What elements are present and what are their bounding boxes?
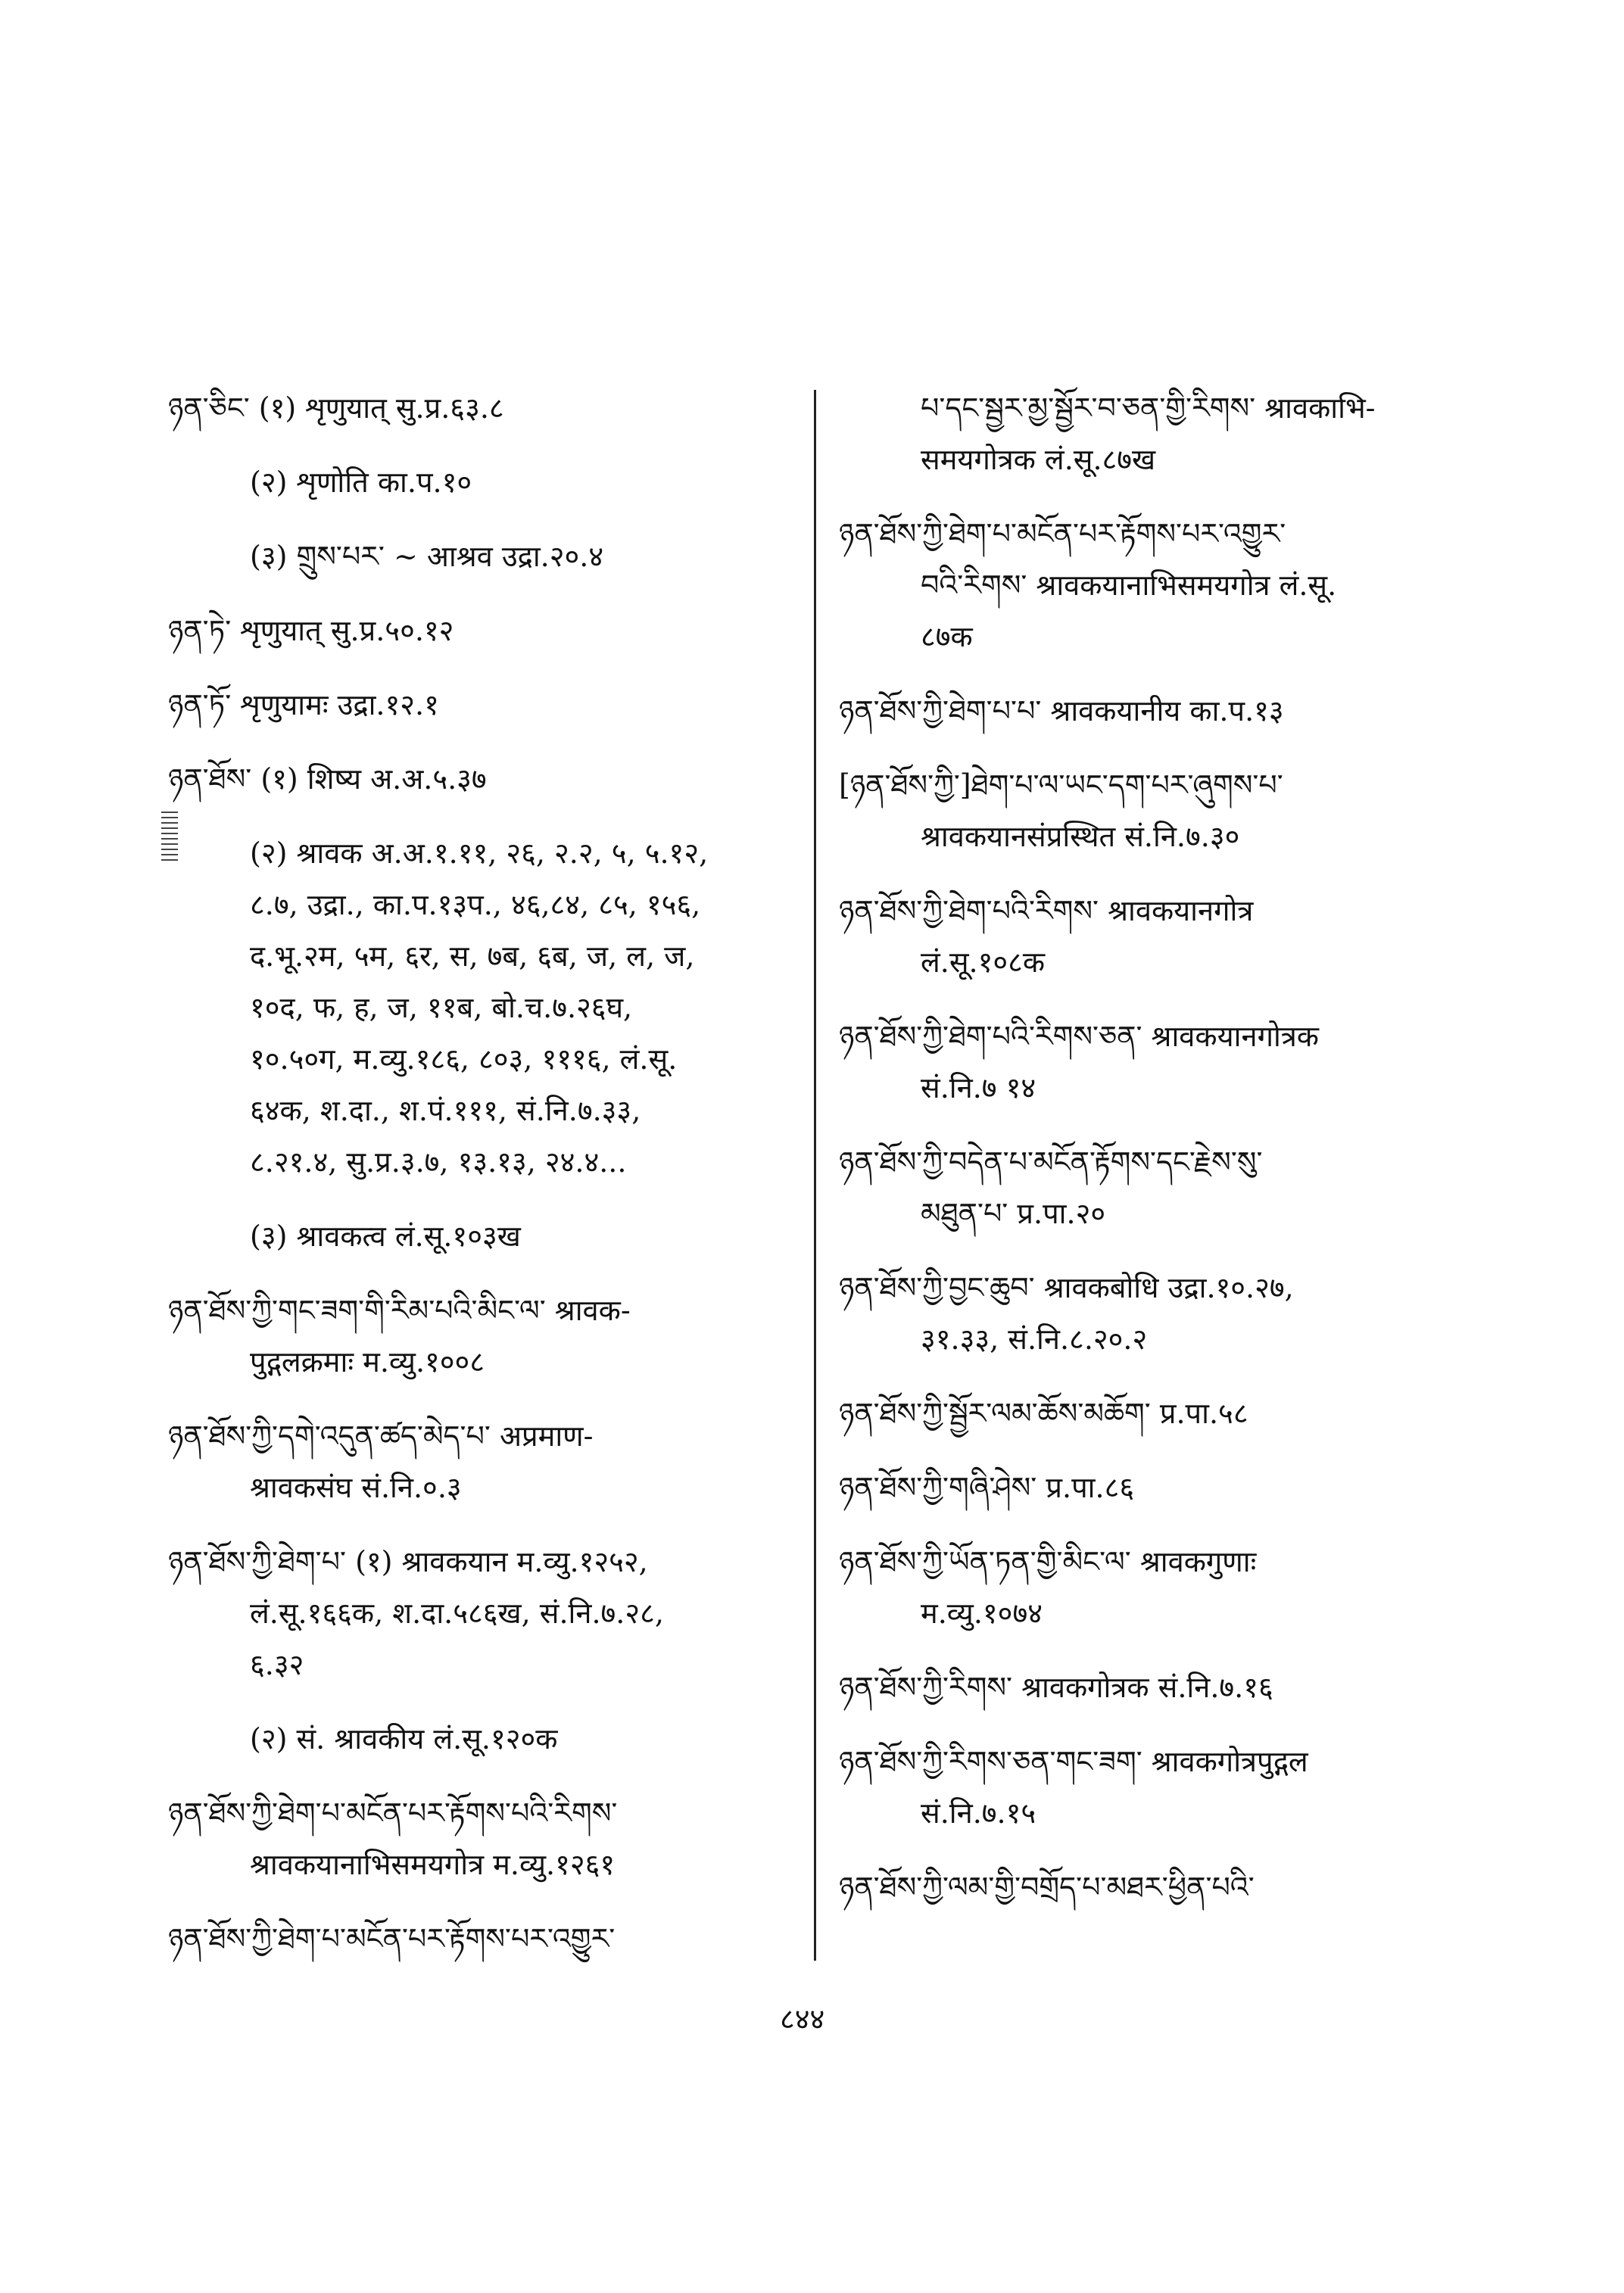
dictionary-entry xyxy=(839,1136,1475,1239)
dictionary-entry xyxy=(839,1388,1475,1439)
dictionary-entry xyxy=(839,508,1475,662)
entry-continuation-line: श्रावकयानसंप्रस्थित सं.नि.७.३० xyxy=(921,820,1240,853)
dictionary-entry xyxy=(168,1536,796,1690)
dictionary-entry xyxy=(168,1713,796,1765)
entry-continuation-line: ८.२१.४, सु.प्र.३.७, १३.१३, २४.४... xyxy=(250,1145,627,1179)
entry-headword-line: ཉན་ཏོ་ शृणुयामः उद्रा.१२.१ xyxy=(168,688,439,721)
entry-headword-line: ཉན་ཐོས་ཀྱི་རིགས་ཅན་གང་ཟག་ श्रावकगोत्रपुद्गल xyxy=(839,1745,1308,1778)
entry-continuation-line: सं.नि.७ १४ xyxy=(921,1071,1036,1104)
dictionary-entry xyxy=(839,1662,1475,1713)
entry-headword-line: ཉན་ཐོས་ཀྱི་ཡོན་ཏན་གྱི་མིང་ལ་ श्रावकगुणाः xyxy=(839,1545,1257,1578)
dictionary-entry xyxy=(839,1736,1475,1839)
dictionary-entry xyxy=(168,382,796,434)
entry-headword-line: ཉན་ཐོས་ (१) शिष्य अ.अ.५.३७ xyxy=(168,762,487,796)
dictionary-entry xyxy=(168,456,796,508)
entry-headword-line: པ་དང་སྦྱར་མྱ་སྦྱོར་བ་ཅན་གྱི་རིགས་ श्रावकाभि- xyxy=(921,391,1376,425)
dictionary-entry xyxy=(839,1536,1475,1639)
entry-headword-line: ཉན་ཐོས་ཀྱི་ཐེག་པ་མངོན་པར་རྟོགས་པར་འགྱུར་ xyxy=(839,517,1286,550)
entry-headword-line: ཉན་ཐོས་ཀྱི་ཐེག་པ་ (१) श्रावकयान म.व्यु.१२५२, xyxy=(168,1545,648,1578)
dictionary-entry xyxy=(839,382,1475,485)
dictionary-entry xyxy=(168,827,796,1188)
dictionary-entry xyxy=(168,753,796,805)
dictionary-entry xyxy=(168,679,796,731)
entry-headword-line: ཉན་ཐོས་ཀྱི་གང་ཟག་གི་རིམ་པའི་མིང་ལ་ श्रावक- xyxy=(168,1294,631,1327)
entry-headword-line: ཉན་ཐོས་ཀྱི་བྱང་ཆུབ་ श्रावकबोधि उद्रा.१०.२७, xyxy=(839,1271,1294,1304)
right-column xyxy=(839,382,1475,1936)
entry-headword-line: ཉན་ཐོས་ཀྱི་ལམ་གྱི་བགྲོད་པ་མཐར་ཕྱིན་པའི་ xyxy=(839,1871,1255,1904)
entry-headword-line: (३) श्रावकत्व लं.सू.१०३ख xyxy=(250,1220,521,1253)
entry-headword-line: ཉན་ཐོས་ཀྱི་གཞི་ཤེས་ प्र.पा.८६ xyxy=(839,1471,1135,1504)
entry-continuation-line: ६.३२ xyxy=(250,1648,304,1681)
dictionary-entry xyxy=(168,1285,796,1388)
dictionary-entry xyxy=(839,1862,1475,1913)
entry-continuation-line: ८७क xyxy=(921,620,973,653)
entry-headword-line: ཉན་ཏེ་ शृणुयात् सु.प्र.५०.१२ xyxy=(168,614,454,647)
dictionary-entry xyxy=(168,531,796,582)
entry-headword-line: ཉན་ཐོས་ཀྱི་ཐེག་པ་མངོན་པར་རྟོགས་པའི་རིགས་ xyxy=(168,1796,618,1830)
entry-continuation-line: लं.सू.१०८क xyxy=(921,946,1046,979)
entry-continuation-line: पुद्गलक्रमाः म.व्यु.१००८ xyxy=(250,1345,485,1379)
entry-continuation-line: ६४क, श.दा., श.पं.१११, सं.नि.७.३३, xyxy=(250,1094,641,1127)
dictionary-entry xyxy=(168,1210,796,1262)
entry-headword-line: ཉན་ཐོས་ཀྱི་ཐེག་པ་མངོན་པར་རྟོགས་པར་འགྱུར་ xyxy=(168,1922,616,1955)
entry-headword-line: ཉན་ཐོས་ཀྱི་སྦྱོར་ལམ་ཆོས་མཆོག་ प्र.पा.५८ xyxy=(839,1397,1248,1430)
entry-continuation-line: लं.सू.१६६क, श.दा.५८६ख, सं.नि.७.२८, xyxy=(250,1597,664,1630)
column-divider xyxy=(814,390,816,1961)
entry-continuation-line: མཐུན་པ་ प्र.पा.२० xyxy=(921,1197,1106,1230)
entry-headword-line: ཉན་ཐོས་ཀྱི་ཐེག་པ་པ་ श्रावकयानीय का.प.१३ xyxy=(839,694,1284,727)
left-column xyxy=(168,382,796,1987)
entry-continuation-line: १०द, फ, ह, ज, ११ब, बो.च.७.२६घ, xyxy=(250,991,633,1024)
dictionary-entry xyxy=(839,885,1475,988)
entry-headword-line: (२) सं. श्रावकीय लं.सू.१२०क xyxy=(250,1722,558,1756)
entry-continuation-line: ३१.३३, सं.नि.८.२०.२ xyxy=(921,1323,1148,1356)
entry-headword-line: [ཉན་ཐོས་ཀྱི་]ཐེག་པ་ལ་ཡང་དག་པར་ཞུགས་པ་ xyxy=(839,768,1283,802)
dictionary-entry xyxy=(168,1913,796,1964)
entry-headword-line: ཉན་ཐོས་ཀྱི་དགེ་འདུན་ཚད་མེད་པ་ अप्रमाण- xyxy=(168,1419,594,1453)
dictionary-entry xyxy=(168,1410,796,1513)
dictionary-entry xyxy=(839,1262,1475,1365)
dictionary-entry xyxy=(168,1787,796,1890)
entry-headword-line: (२) शृणोति का.प.१० xyxy=(250,466,472,499)
entry-headword-line: ཉན་ཐོས་ཀྱི་བདེན་པ་མངོན་རྟོགས་དང་རྗེས་སུ་ xyxy=(839,1145,1263,1179)
entry-continuation-line: १०.५०ग, म.व्यु.१८६, ८०३, १११६, लं.सू. xyxy=(250,1042,678,1076)
page-number: ८४४ xyxy=(780,2002,825,2036)
entry-continuation-line: ८.७, उद्रा., का.प.१३प., ४६,८४, ८५, १५६, xyxy=(250,888,701,921)
entry-continuation-line: श्रावकयानाभिसमयगोत्र म.व्यु.१२६१ xyxy=(250,1848,616,1881)
dictionary-entry xyxy=(839,759,1475,862)
entry-headword-line: (२) श्रावक अ.अ.१.११, २६, २.२, ५, ५.१२, xyxy=(250,837,709,870)
entry-continuation-line: समयगोत्रक लं.सू.८७ख xyxy=(921,443,1156,476)
dictionary-entry xyxy=(839,1462,1475,1513)
dictionary-entry xyxy=(168,605,796,656)
entry-continuation-line: द.भू.२म, ५म, ६र, स, ७ब, ६ब, ज, ल, ज, xyxy=(250,939,695,973)
entry-continuation-line: सं.नि.७.१५ xyxy=(921,1796,1036,1830)
entry-headword-line: (३) གྲུས་པར་ ~ आश्रव उद्रा.२०.४ xyxy=(250,540,604,573)
entry-headword-line: ཉན་ཐོས་ཀྱི་ཐེག་པའི་རིགས་ཅན་ श्रावकयानगोत्रक xyxy=(839,1020,1319,1053)
entry-continuation-line: श्रावकसंघ सं.नि.०.३ xyxy=(250,1471,462,1504)
entry-continuation-line: म.व्यु.१०७४ xyxy=(921,1597,1043,1630)
entry-headword-line: ཉན་ཐོས་ཀྱི་ཐེག་པའི་རིགས་ श्रावकयानगोत्र xyxy=(839,894,1254,927)
dictionary-entry xyxy=(839,1011,1475,1114)
entry-continuation-line: བའི་རིགས་ श्रावकयानाभिसमयगोत्र लं.सू. xyxy=(921,569,1337,602)
entry-headword-line: ཉན་ཐོས་ཀྱི་རིགས་ श्रावकगोत्रक सं.नि.७.१६ xyxy=(839,1671,1273,1704)
dictionary-entry xyxy=(839,685,1475,737)
entry-headword-line: ཉན་ཅིང་ (१) शृणुयात् सु.प्र.६३.८ xyxy=(168,391,504,425)
